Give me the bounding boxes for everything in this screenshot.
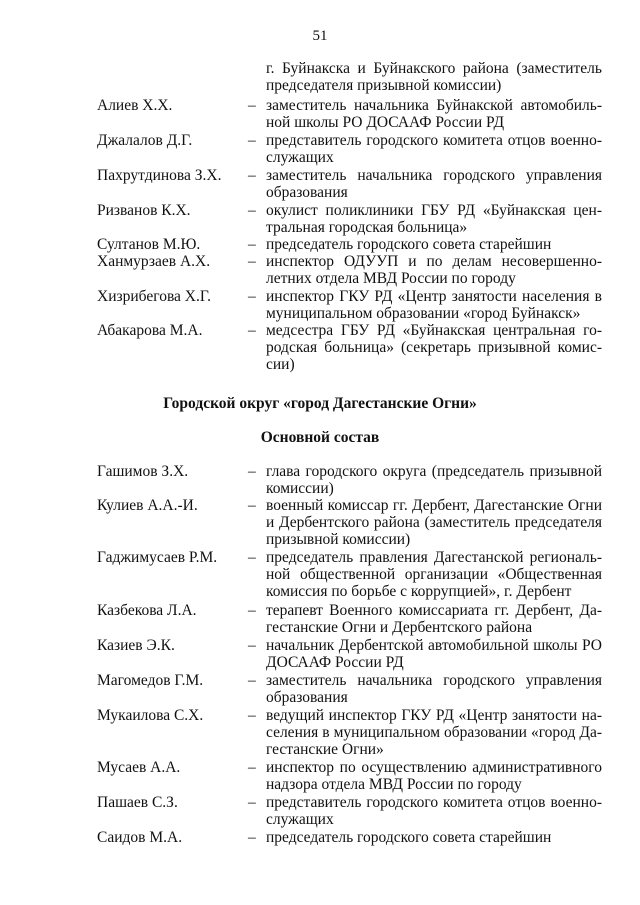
member-name: Гаджимусаев Р.М. [97, 549, 218, 566]
member-name: Ханмурзаев А.Х. [97, 253, 211, 270]
member-role: медсестра ГБУ РД «Буйнакская центральная городская больница» (секретарь призывной комиссии) [266, 322, 602, 373]
member-name: Саидов М.А. [97, 829, 183, 846]
member-role: председатель городского совета старейшин [266, 236, 552, 253]
continuation-text: г. Буйнакска и Буйнакского района (заместитель председателя призывной комиссии) [266, 60, 602, 94]
member-role: окулист поликлиники ГБУ РД «Буйнакская центральная городская больница» [266, 202, 602, 236]
member-role: военный комиссар гг. Дербент, Дагестанские Огни и Дербентского района (заместитель председателя призывной комиссии) [266, 497, 602, 548]
member-role: начальник Дербентской автомобильной школы РО ДОСААФ России РД [266, 637, 602, 671]
member-role: председатель городского совета старейшин [266, 829, 552, 846]
member-dash: – [248, 497, 256, 514]
member-dash: – [248, 132, 256, 149]
member-role: инспектор ОДУУП и по делам несовершеннолетних отдела МВД России по городу [266, 253, 602, 287]
member-name: Пахрутдинова З.Х. [97, 167, 222, 184]
member-name: Алиев Х.Х. [97, 97, 173, 114]
member-role: инспектор ГКУ РД «Центр занятости населения в муниципальном образовании «город Буйнакск» [266, 288, 602, 322]
member-name: Мукаилова С.Х. [97, 707, 204, 724]
member-role: представитель городского комитета отцов военнослужащих [266, 132, 602, 166]
member-dash: – [248, 463, 256, 480]
member-role: председатель правления Дагестанской региональной общественной организации «Общественная комиссия по борьбе с коррупцией», г. Дербент [266, 549, 602, 600]
member-name: Султанов М.Ю. [97, 236, 201, 253]
member-dash: – [248, 672, 256, 689]
member-dash: – [248, 602, 256, 619]
member-dash: – [248, 829, 256, 846]
member-role: глава городского округа (председатель призывной комиссии) [266, 463, 602, 497]
member-dash: – [248, 794, 256, 811]
member-dash: – [248, 707, 256, 724]
member-name: Казиев Э.К. [97, 637, 175, 654]
member-dash: – [248, 253, 256, 270]
section-title: Городской округ «город Дагестанские Огни» [163, 395, 477, 412]
member-dash: – [248, 202, 256, 219]
member-name: Кулиев А.А.-И. [97, 497, 198, 514]
member-name: Казбекова Л.А. [97, 602, 197, 619]
member-role: заместитель начальника городского управления образования [266, 672, 602, 706]
member-dash: – [248, 637, 256, 654]
member-role: заместитель начальника городского управления образования [266, 167, 602, 201]
member-name: Гашимов З.Х. [97, 463, 189, 480]
member-name: Магомедов Г.М. [97, 672, 204, 689]
member-role: заместитель начальника Буйнакской автомобильной школы РО ДОСААФ России РД [266, 97, 602, 131]
member-role: инспектор по осуществлению административного надзора отдела МВД России по городу [266, 759, 602, 793]
member-dash: – [248, 97, 256, 114]
member-name: Джалалов Д.Г. [97, 132, 193, 149]
member-name: Ризванов К.Х. [97, 202, 191, 219]
member-dash: – [248, 167, 256, 184]
member-dash: – [248, 288, 256, 305]
member-role: терапевт Военного комиссариата гг. Дербент, Дагестанские Огни и Дербентского района [266, 602, 602, 636]
member-dash: – [248, 322, 256, 339]
member-dash: – [248, 549, 256, 566]
member-name: Абакарова М.А. [97, 322, 203, 339]
member-dash: – [248, 236, 256, 253]
member-dash: – [248, 759, 256, 776]
member-name: Мусаев А.А. [97, 759, 181, 776]
member-name: Хизрибегова Х.Г. [97, 288, 211, 305]
member-role: ведущий инспектор ГКУ РД «Центр занятости населения в муниципальном образовании «город Дагестанские Огни» [266, 707, 602, 758]
subsection-title: Основной состав [260, 429, 380, 446]
page-number: 51 [312, 28, 328, 44]
member-name: Пашаев С.З. [97, 794, 178, 811]
member-role: представитель городского комитета отцов военнослужащих [266, 794, 602, 828]
